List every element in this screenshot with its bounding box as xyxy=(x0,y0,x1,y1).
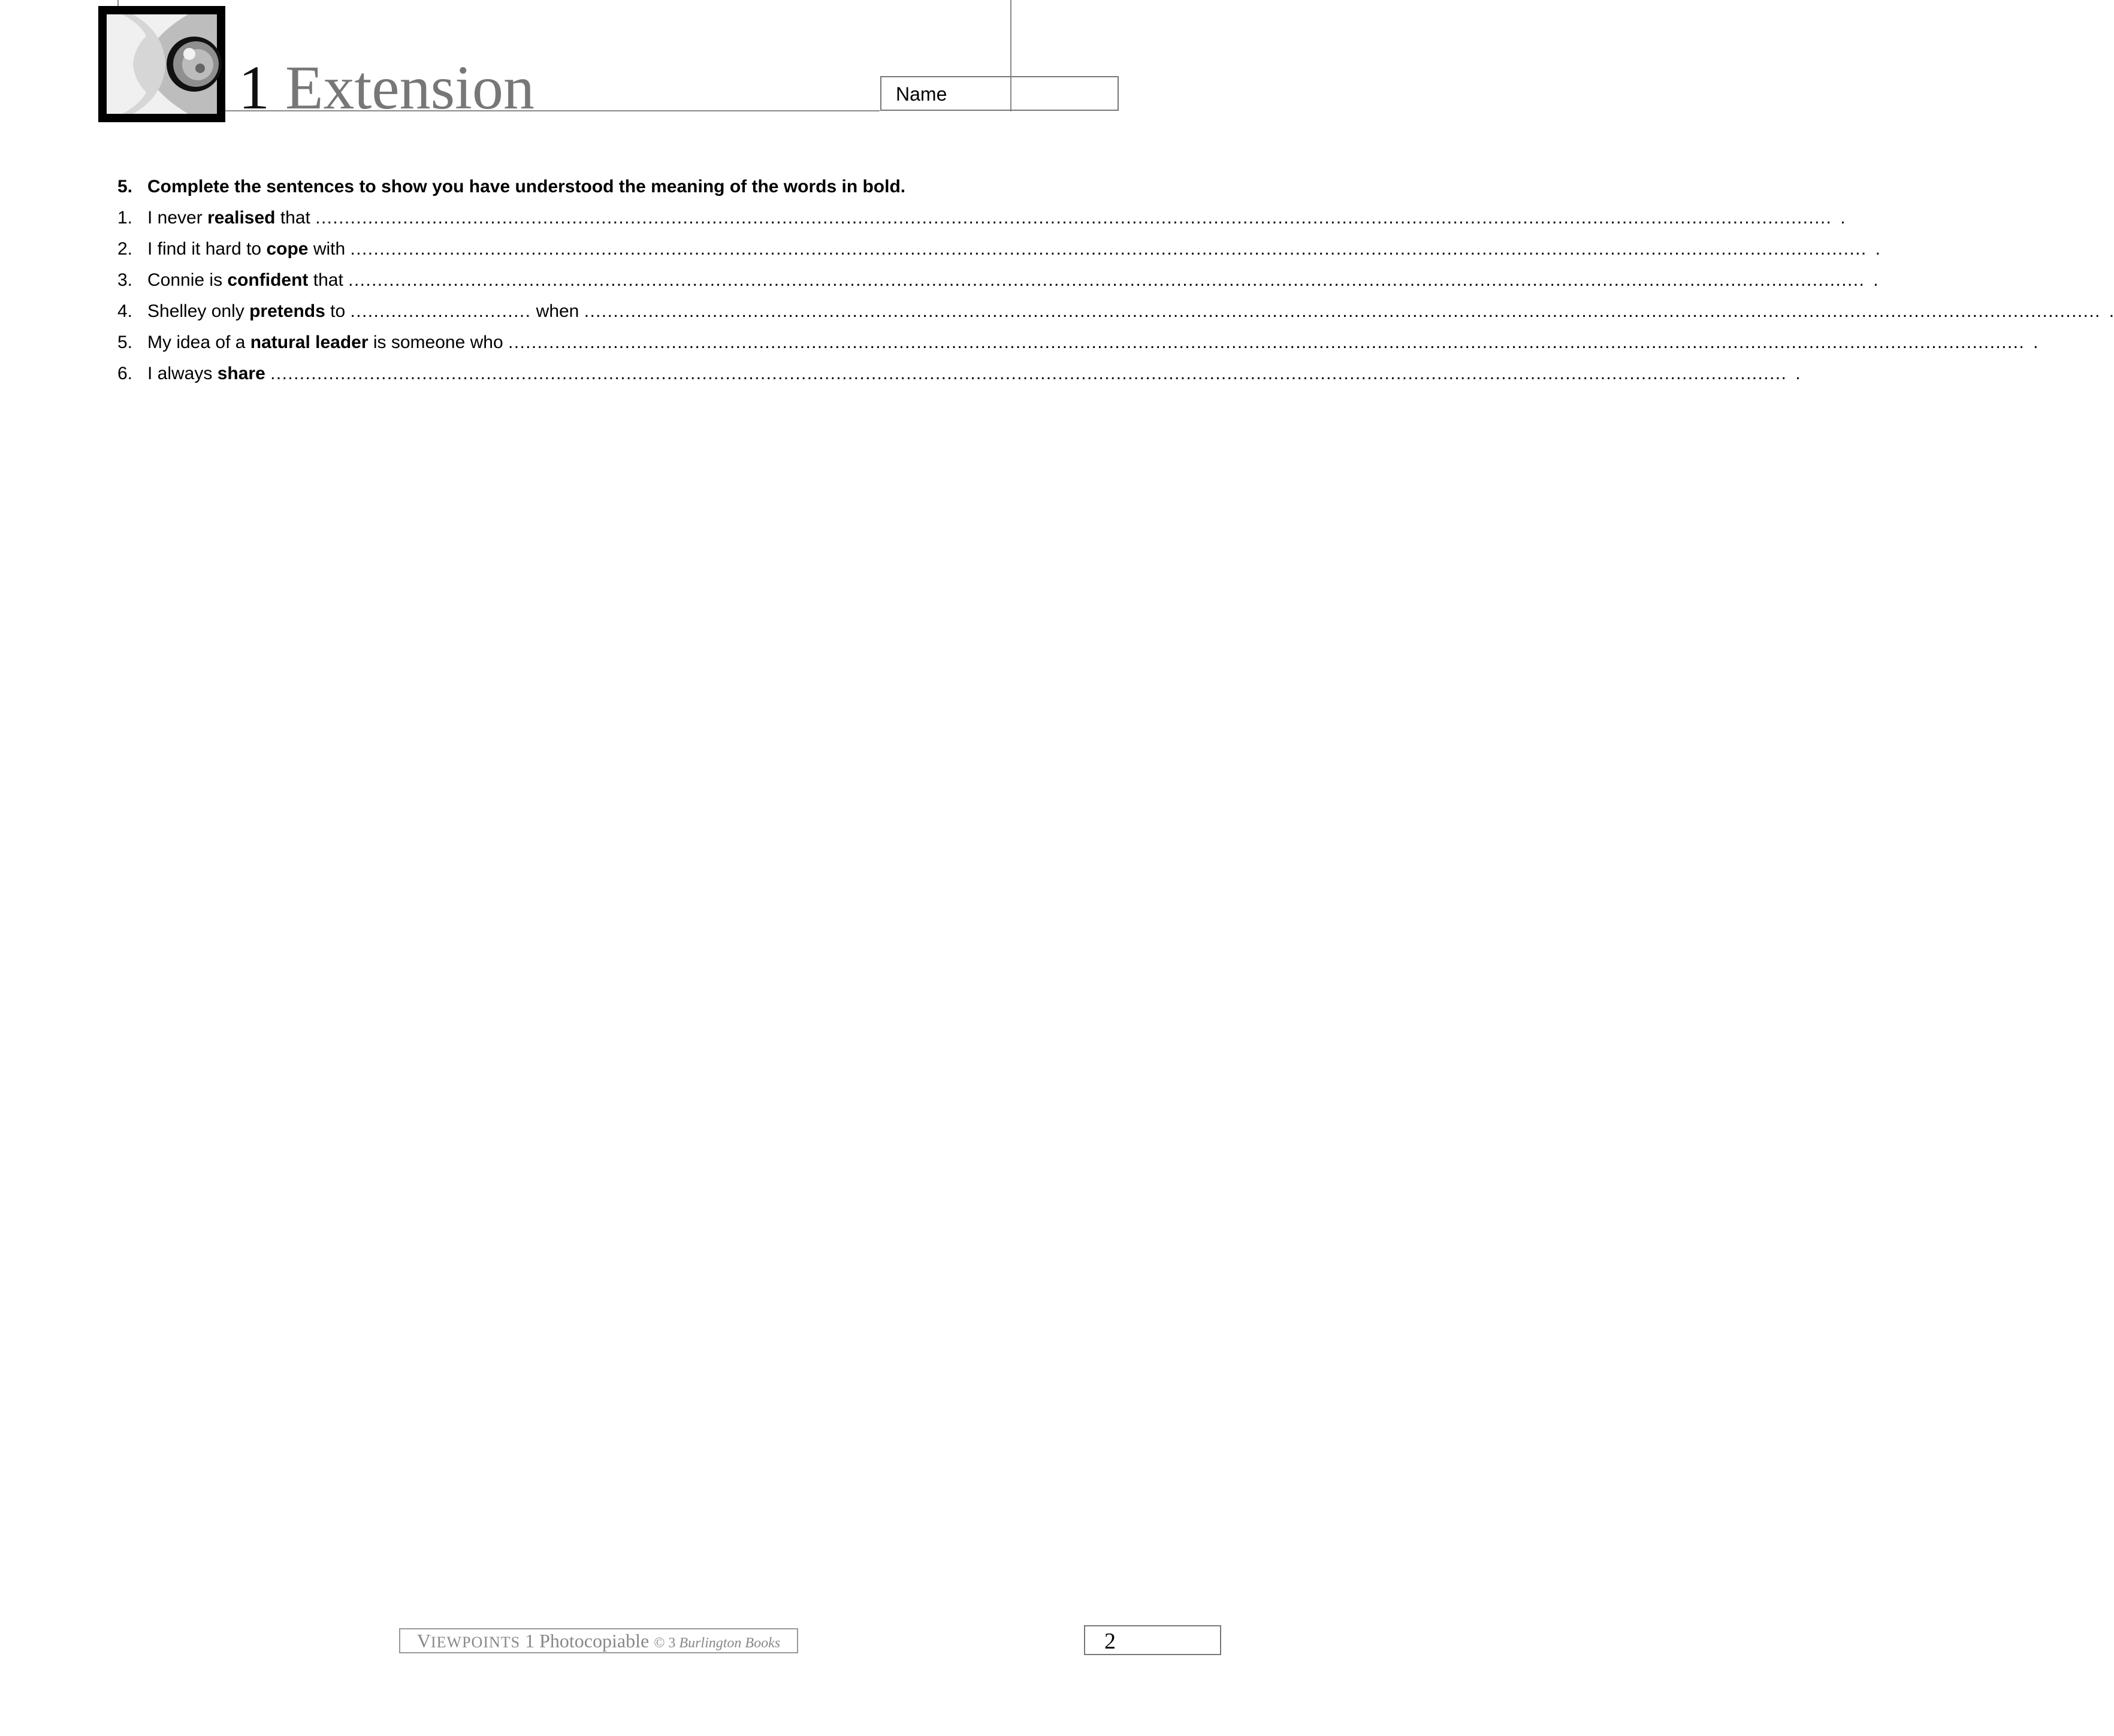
bold-keyword: cope xyxy=(266,239,309,259)
sentence-connector: that xyxy=(275,208,316,228)
end-mark: . xyxy=(1840,208,1846,228)
sentence-connector xyxy=(265,358,270,389)
exercise-instruction: Complete the sentences to show you have understood the meaning of the words in bold. xyxy=(147,177,906,196)
copyright-mark: © 3 xyxy=(654,1635,676,1651)
exercise-heading xyxy=(117,171,1004,202)
item-number: 6. xyxy=(117,364,133,383)
sentence-start: Shelley only xyxy=(147,301,250,321)
sentence-connector: to xyxy=(325,301,351,321)
end-mark: . xyxy=(2033,332,2038,352)
answer-blank-short[interactable]: ............................... xyxy=(350,301,531,321)
eye-logo-icon xyxy=(98,6,225,122)
item-number: 3. xyxy=(117,270,133,290)
sentence-item-4 xyxy=(117,296,2114,327)
answer-blank[interactable]: .................................................................................................................................................................................................................................................................... xyxy=(350,239,1867,259)
unit-number: 1 xyxy=(238,53,270,122)
end-mark: . xyxy=(1875,239,1880,259)
series-name: IEWPOINTS xyxy=(431,1634,521,1651)
bold-keyword: share xyxy=(217,364,265,383)
sentence-start: My idea of a xyxy=(147,332,250,352)
sentence-start: I always xyxy=(147,364,218,383)
publisher-name: Burlington Books xyxy=(675,1635,781,1651)
sentence-item-6 xyxy=(117,358,1801,389)
page-number: 2 xyxy=(1104,1629,1116,1654)
name-label: Name xyxy=(896,83,947,105)
sentence-item-5 xyxy=(117,327,2038,358)
answer-blank[interactable]: .................................................................................................................................................................................................................................................................... xyxy=(315,208,1832,228)
answer-blank[interactable]: .................................................................................................................................................................................................................................................................... xyxy=(584,301,2101,321)
end-mark: . xyxy=(1873,270,1879,290)
unit-title-word: Extension xyxy=(285,53,534,122)
name-field[interactable] xyxy=(880,76,1119,111)
sentence-connector: is someone who xyxy=(368,332,508,352)
sentence-start: I never xyxy=(147,208,208,228)
bold-keyword: pretends xyxy=(249,301,325,321)
page-title xyxy=(238,55,534,121)
sentence-start: I find it hard to xyxy=(147,239,267,259)
footer-credit xyxy=(399,1628,798,1653)
exercise-number: 5. xyxy=(117,177,133,196)
sentence-connector: with xyxy=(308,239,351,259)
sentence-item-2 xyxy=(117,234,1880,265)
answer-blank[interactable]: .................................................................................................................................................................................................................................................................... xyxy=(270,364,1787,383)
item-number: 2. xyxy=(117,239,133,259)
level-text: 1 Photocopiable xyxy=(520,1630,654,1652)
exercise-section xyxy=(117,171,2114,389)
end-mark: . xyxy=(2109,301,2114,321)
sentence-start: Connie is xyxy=(147,270,228,290)
sentence-middle: when xyxy=(531,301,584,321)
bold-keyword: confident xyxy=(227,270,309,290)
item-number: 4. xyxy=(117,301,133,321)
answer-blank[interactable]: .................................................................................................................................................................................................................................................................... xyxy=(508,332,2025,352)
sentence-connector: that xyxy=(308,270,349,290)
item-number: 5. xyxy=(117,332,133,352)
answer-blank[interactable]: .................................................................................................................................................................................................................................................................... xyxy=(348,270,1865,290)
item-number: 1. xyxy=(117,208,133,228)
series-initial: V xyxy=(416,1630,431,1652)
sentence-item-3 xyxy=(117,265,1879,296)
bold-keyword: realised xyxy=(207,208,276,228)
bold-keyword: natural leader xyxy=(250,332,369,352)
end-mark: . xyxy=(1795,364,1801,383)
page-number-box xyxy=(1084,1625,1221,1655)
sentence-item-1 xyxy=(117,202,1846,234)
